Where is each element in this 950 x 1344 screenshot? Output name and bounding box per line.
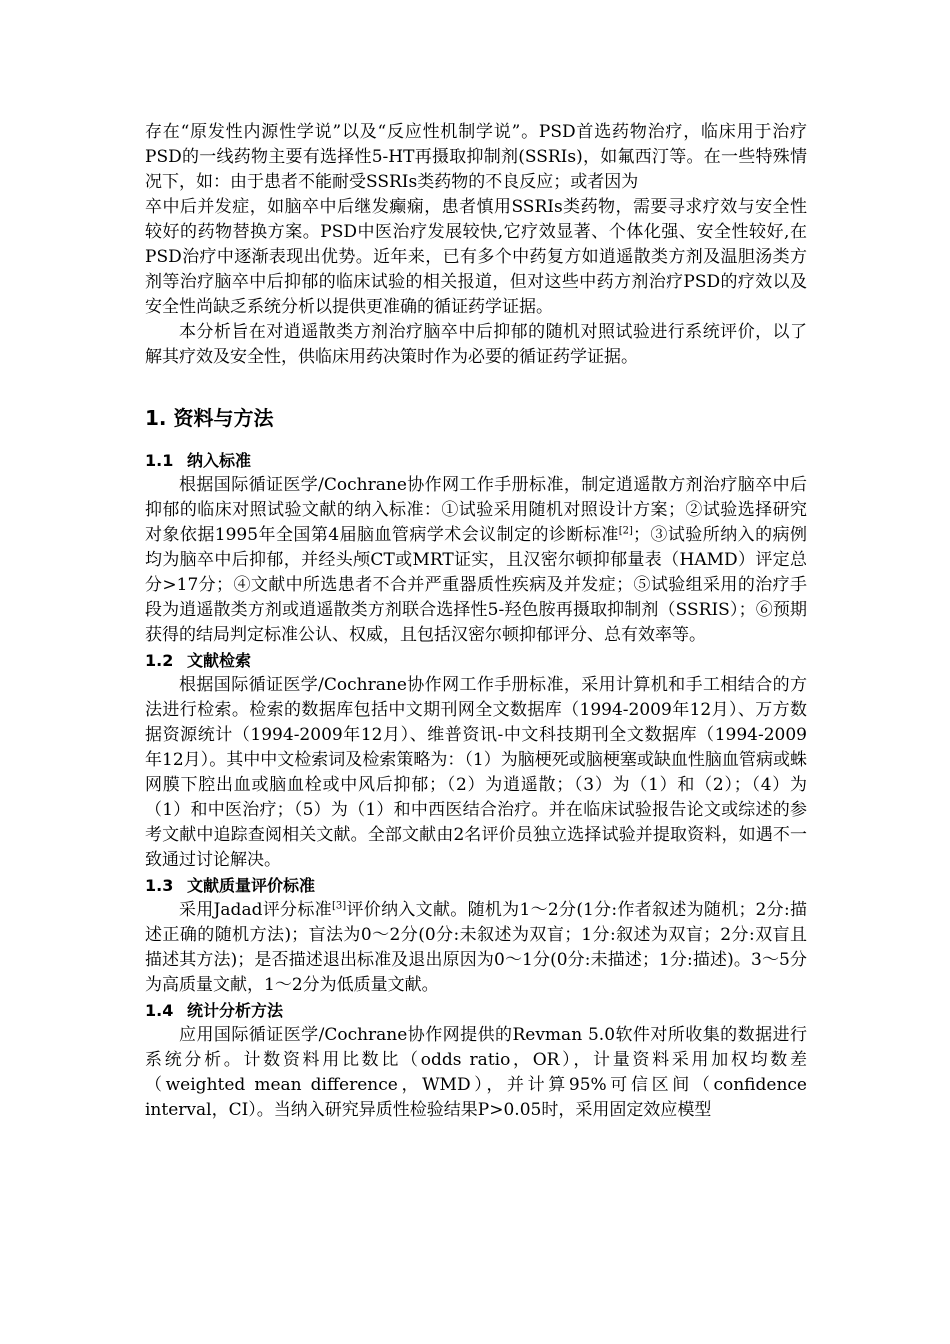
paragraph-text: 评价纳入文献。随机为1～2分(1分:作者叙述为随机；2分:描述正确的随机方法)；盲法为0～2分(0分:未叙述为双盲；1分:叙述为双盲；2分:双盲且描述其方法)；是否描述退出标准及退出原因为0～1分(0分:未描述；1分:描述)。3～5分为高质量文献，1～2分为低质量文献。 [145,900,807,995]
subsection-title: 文献质量评价标准 [187,876,316,895]
paragraph-1-3 [145,898,807,998]
subsection-number: 1.3 [145,876,174,895]
subsection-number: 1.4 [145,1001,174,1020]
intro-paragraph-1b: 卒中后并发症，如脑卒中后继发癫痫，患者慎用SSRIs类药物，需要寻求疗效与安全性较好的药物替换方案。PSD中医治疗发展较快,它疗效显著、个体化强、安全性较好,在PSD治疗中逐渐表现出优势。近年来，已有多个中药复方如逍遥散类方剂及温胆汤类方剂等治疗脑卒中后抑郁的临床试验的相关报道，但对这些中药方剂治疗PSD的疗效以及安全性尚缺乏系统分析以提供更准确的循证药学证据。 [145,197,807,317]
paragraph-1-1 [145,473,807,648]
subsection-title: 文献检索 [187,651,252,670]
subsection-heading-1-1 [145,448,807,473]
citation-ref: [2] [618,525,633,537]
paragraph-text: 根据国际循证医学/Cochrane协作网工作手册标准，制定逍遥散方剂治疗脑卒中后抑郁的临床对照试验文献的纳入标准：①试验采用随机对照设计方案；②试验选择研究对象依据1995年全国第4届脑血管病学术会议制定的诊断标准 [145,475,807,545]
paragraph-text: 采用Jadad评分标准 [179,900,332,920]
paper-body [145,120,807,1123]
subsection-title: 纳入标准 [187,451,252,470]
intro-paragraph-1a: 存在“原发性内源性学说”以及“反应性机制学说”。PSD首选药物治疗，临床用于治疗PSD的一线药物主要有选择性5-HT再摄取抑制剂(SSRIs)，如氟西汀等。在一些特殊情况下，如：由于患者不能耐受SSRIs类药物的不良反应；或者因为 [145,122,807,192]
subsection-heading-1-3 [145,873,807,898]
subsection-heading-1-4 [145,998,807,1023]
citation-ref: [3] [331,900,347,912]
section-heading-1: 1. 资料与方法 [145,406,274,430]
subsection-title: 统计分析方法 [187,1001,284,1020]
subsection-number: 1.1 [145,451,174,470]
subsection-heading-1-2 [145,648,807,673]
intro-paragraph-2: 本分析旨在对逍遥散类方剂治疗脑卒中后抑郁的随机对照试验进行系统评价，以了解其疗效及安全性，供临床用药决策时作为必要的循证药学证据。 [145,322,807,367]
paragraph-1-4: 应用国际循证医学/Cochrane协作网提供的Revman 5.0软件对所收集的数据进行系统分析。计数资料用比数比（odds ratio，OR），计量资料采用加权均数差（weighted mean difference，WMD），并计算95%可信区间（confidence interval，CI）。当纳入研究异质性检验结果P>0.05时，采用固定效应模型 [145,1025,807,1120]
paragraph-1-2: 根据国际循证医学/Cochrane协作网工作手册标准，采用计算机和手工相结合的方法进行检索。检索的数据库包括中文期刊网全文数据库（1994-2009年12月）、万方数据资源统计（1994-2009年12月）、维普资讯-中文科技期刊全文数据库（1994-2009年12月）。其中中文检索词及检索策略为：（1）为脑梗死或脑梗塞或缺血性脑血管病或蛛网膜下腔出血或脑血栓或中风后抑郁；（2）为逍遥散；（3）为（1）和（2）；（4）为（1）和中医治疗；（5）为（1）和中西医结合治疗。并在临床试验报告论文或综述的参考文献中追踪查阅相关文献。全部文献由2名评价员独立选择试验并提取资料，如遇不一致通过讨论解决。 [145,675,807,870]
paragraph-text: ；③试验所纳入的病例均为脑卒中后抑郁，并经头颅CT或MRT证实，且汉密尔顿抑郁量表（HAMD）评定总分>17分；④文献中所选患者不合并严重器质性疾病及并发症；⑤试验组采用的治疗手段为逍遥散类方剂或逍遥散类方剂联合选择性5-羟色胺再摄取抑制剂（SSRIS）；⑥预期获得的结局判定标准公认、权威，且包括汉密尔顿抑郁评分、总有效率等。 [145,525,807,645]
subsection-number: 1.2 [145,651,174,670]
